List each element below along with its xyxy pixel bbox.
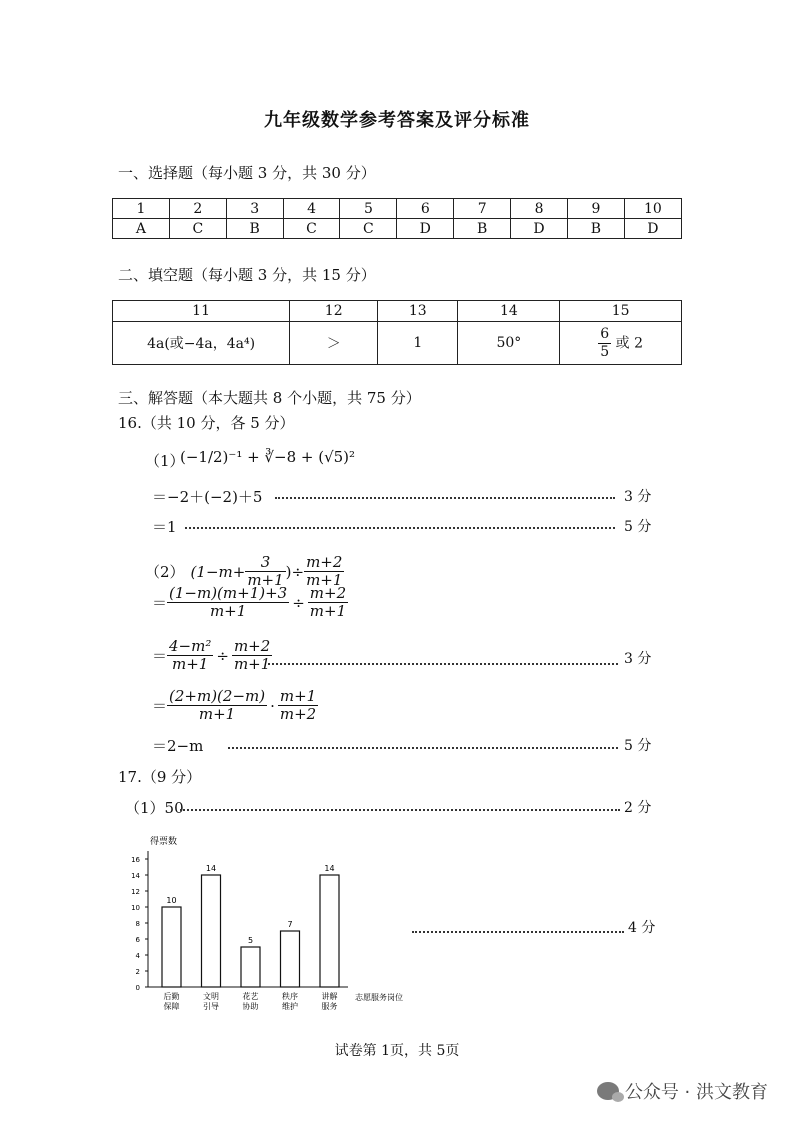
q-number: 7	[454, 199, 511, 219]
table-row	[113, 199, 682, 219]
bar-data-label: 5	[247, 936, 254, 945]
q-number: 6	[397, 199, 454, 219]
answer-cell: B	[567, 219, 624, 239]
q-number: 5	[340, 199, 397, 219]
dot-leader	[185, 527, 615, 529]
answer-cell: 4a(或−4a，4a⁴)	[113, 322, 290, 365]
q16-heading: 16.（共 10 分，各 5 分）	[118, 414, 295, 432]
fraction: $\frac{\text{4−m²}}{m+1}$	[169, 637, 212, 673]
bar-chart	[110, 830, 430, 1020]
x-axis-label: 志愿服务岗位	[355, 993, 403, 1002]
bar-data-label: 10	[166, 896, 177, 905]
q16-p2-step3: ＝ $\frac{(2+m)(2-m)}{m+1}$ · $\frac{m+1}{m+2}$	[152, 687, 317, 723]
answer-cell: B	[226, 219, 283, 239]
table-row	[113, 322, 682, 365]
section2-heading: 二、填空题（每小题 3 分，共 15 分）	[118, 266, 376, 284]
bar	[241, 947, 260, 987]
y-tick-label: 8	[135, 920, 140, 928]
y-tick-label: 12	[131, 888, 140, 896]
q16-p2-step2: ＝ $\frac{\text{4−m²}}{m+1}$ ÷ $\frac{m+2}{m+1}$	[152, 637, 271, 673]
section3-heading: 三、解答题（本大题共 8 个小题，共 75 分）	[118, 389, 421, 407]
q16-p1-step2: ＝1	[152, 518, 177, 536]
dot-leader	[268, 663, 618, 665]
score-label: 2 分	[624, 800, 652, 816]
answer-cell: D	[624, 219, 681, 239]
section1-heading: 一、选择题（每小题 3 分，共 30 分）	[118, 164, 376, 182]
x-tick-label: 引导	[203, 1002, 219, 1011]
bar	[162, 907, 181, 987]
table-row	[113, 301, 682, 322]
dot-leader	[412, 931, 624, 933]
score-label: 3 分	[624, 489, 652, 505]
score-label: 5 分	[624, 519, 652, 535]
score-label: 4 分	[628, 920, 656, 936]
fill-answer-table	[112, 300, 682, 365]
y-tick-label: 0	[135, 984, 140, 992]
answer-cell: C	[340, 219, 397, 239]
q16-p2-step4: ＝2−m	[152, 737, 204, 755]
y-tick-label: 10	[131, 904, 140, 912]
choice-answer-table	[112, 198, 682, 239]
answer-cell: B	[454, 219, 511, 239]
q-number: 2	[169, 199, 226, 219]
x-tick-label: 文明	[203, 992, 219, 1001]
fraction: $\frac{(1-m)(m+1)+3}{m+1}$	[169, 584, 288, 620]
bar-data-label: 14	[324, 864, 335, 873]
q16-p1-label: （1）	[145, 452, 185, 470]
y-axis-label: 得票数	[150, 837, 178, 847]
x-tick-label: 花艺	[242, 992, 259, 1001]
fraction: $\frac{m+1}{m+2}$	[279, 687, 317, 723]
bar	[202, 875, 221, 987]
y-tick-label: 14	[131, 872, 140, 880]
x-tick-label: 协助	[242, 1002, 259, 1011]
q-number: 9	[567, 199, 624, 219]
answer-cell: D	[511, 219, 568, 239]
answer-cell: 1	[378, 322, 458, 365]
q17-p1: （1）50	[125, 799, 184, 817]
bar	[320, 875, 339, 987]
fraction: $\frac{m+2}{m+1}$	[309, 584, 347, 620]
x-tick-label: 秩序	[282, 992, 298, 1001]
y-tick-label: 16	[131, 856, 140, 864]
answer-cell: C	[283, 219, 340, 239]
answer-cell: A	[113, 219, 170, 239]
watermark: 公众号 · 洪文教育	[597, 1078, 768, 1104]
table-row	[113, 219, 682, 239]
answer-cell: D	[397, 219, 454, 239]
answer-cell: ＞	[290, 322, 378, 365]
page-title: 九年级数学参考答案及评分标准	[264, 110, 530, 131]
q-number: 1	[113, 199, 170, 219]
q-number: 12	[290, 301, 378, 322]
fraction: $\frac{3}{m+1}$	[247, 553, 284, 589]
score-label: 5 分	[624, 738, 652, 754]
q-number: 14	[458, 301, 560, 322]
answer-cell: 50°	[458, 322, 560, 365]
fraction: $\frac{m+2}{m+1}$	[233, 637, 271, 673]
fraction: $\frac{(2+m)(2-m)}{m+1}$	[169, 687, 266, 723]
q-number: 3	[226, 199, 283, 219]
q17-heading: 17.（9 分）	[118, 768, 202, 786]
dot-leader	[180, 809, 620, 811]
wechat-icon	[597, 1082, 619, 1100]
bar-data-label: 14	[205, 864, 217, 873]
q-number: 11	[113, 301, 290, 322]
x-tick-label: 维护	[282, 1002, 298, 1011]
bar	[281, 931, 300, 987]
answer-tail: 或 2	[615, 335, 644, 351]
answer-cell: C	[169, 219, 226, 239]
page-footer: 试卷第 1页，共 5页	[334, 1043, 460, 1059]
q-number: 13	[378, 301, 458, 322]
fraction: $\frac{m+2}{m+1}$	[306, 553, 343, 589]
x-tick-label: 后勤	[163, 992, 180, 1001]
q-number: 10	[624, 199, 681, 219]
answer-cell	[560, 322, 682, 365]
bar-data-label: 7	[287, 920, 293, 929]
y-tick-label: 2	[135, 968, 140, 976]
q-number: 8	[511, 199, 568, 219]
q-number: 15	[560, 301, 682, 322]
q-number: 4	[283, 199, 340, 219]
dot-leader	[275, 497, 615, 499]
fraction: $\frac{6}{5}$	[600, 325, 610, 360]
q16-p1-step1: ＝−2＋(−2)＋5	[152, 488, 263, 506]
x-tick-label: 讲解	[321, 992, 338, 1001]
x-tick-label: 服务	[321, 1002, 338, 1011]
score-label: 3 分	[624, 651, 652, 667]
y-tick-label: 6	[135, 936, 140, 944]
x-tick-label: 保障	[163, 1002, 180, 1011]
q16-p2-step1: ＝ $\frac{(1-m)(m+1)+3}{m+1}$ ÷ $\frac{m+2}{m+1}$	[152, 584, 347, 620]
y-tick-label: 4	[135, 952, 140, 960]
dot-leader	[228, 747, 618, 749]
q16-p2-expression: （2） (1−m+ $\frac{3}{m+1}$ )÷ $\frac{m+2}{m+1}$	[145, 553, 343, 589]
q16-p1-expression: (−1/2)⁻¹ + ∛−8 + (√5)²	[180, 448, 356, 466]
